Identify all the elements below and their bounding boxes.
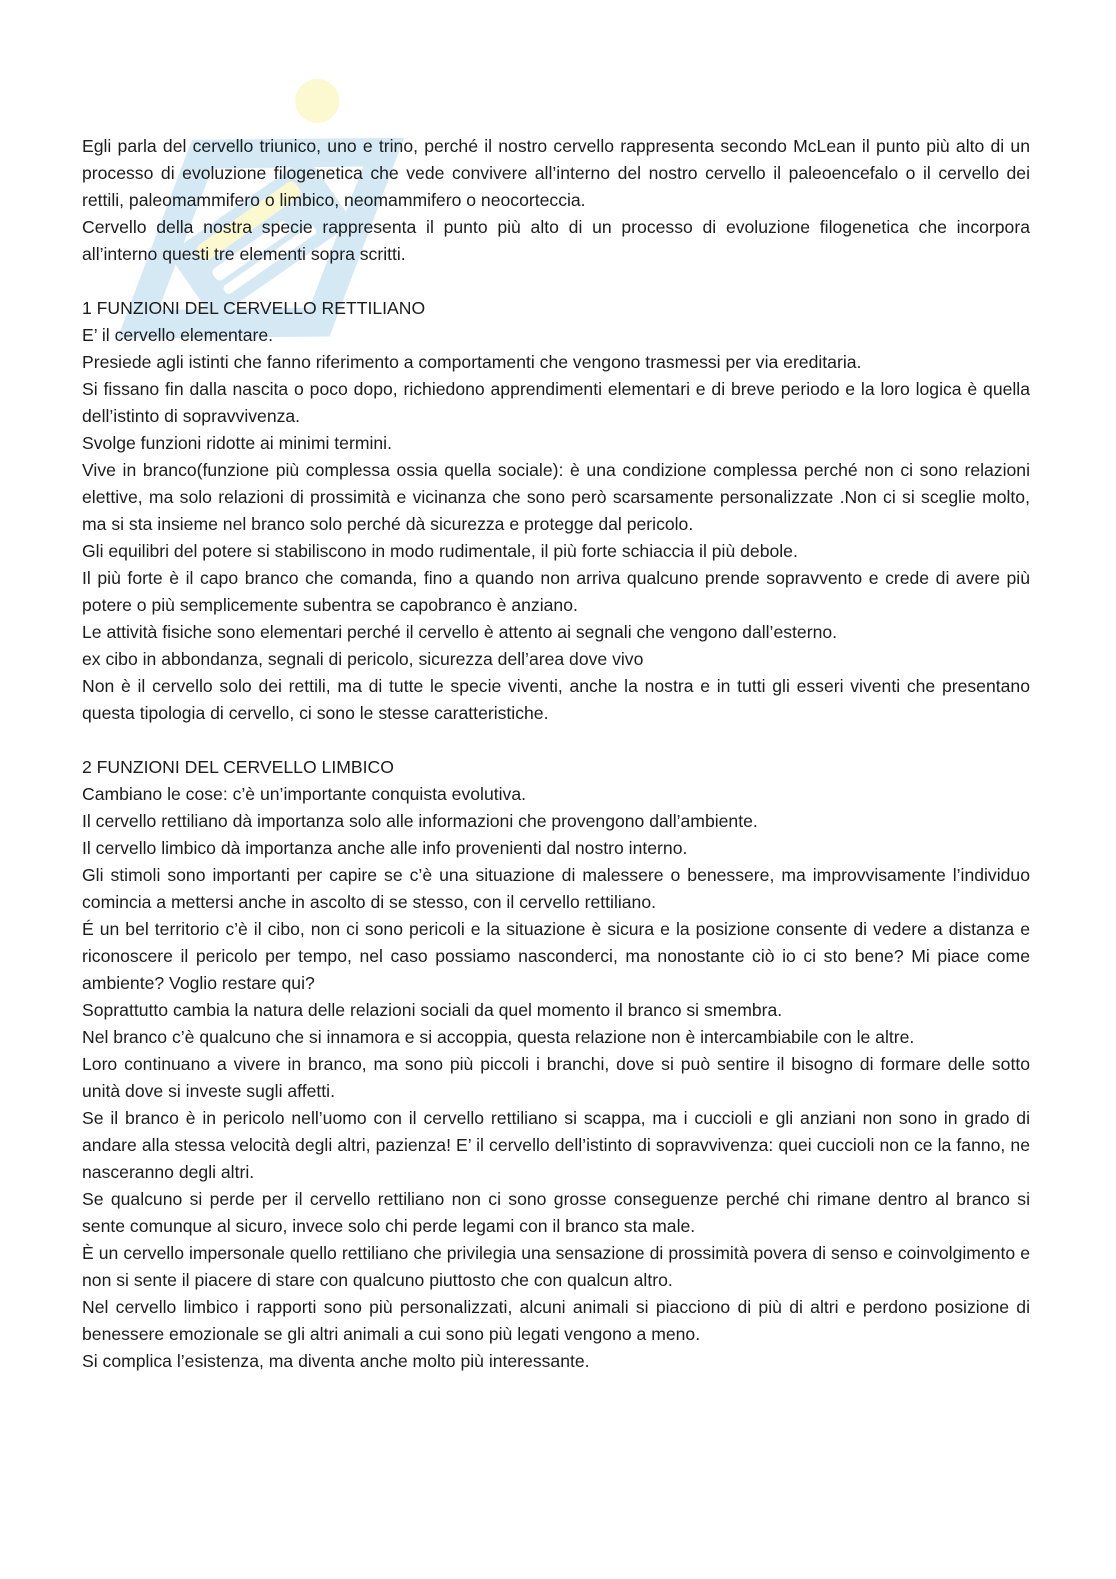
section-2-paragraph: Se il branco è in pericolo nell’uomo con il cervello rettiliano si scappa, ma i cuccioli e gli anziani non sono in grado di andare alla stessa velocità degli altri, pazienza! E’ il cervello dell’istinto di sopravvivenza: quei cuccioli non ce la fanno, ne nasceranno degli altri. xyxy=(82,1108,1030,1182)
section-2-paragraph: É un bel territorio c’è il cibo, non ci sono pericoli e la situazione è sicura e la posizione consente di vedere a distanza e riconoscere il pericolo per tempo, nel caso possiamo nasconderci, ma nonostante ciò io ci sto bene? Mi piace come ambiente? Voglio restare qui? xyxy=(82,919,1030,993)
section-1-paragraph: ex cibo in abbondanza, segnali di pericolo, sicurezza dell’area dove vivo xyxy=(82,649,644,669)
section-spacer xyxy=(82,268,1030,295)
intro-paragraph-2: Cervello della nostra specie rappresenta il punto più alto di un processo di evoluzione filogenetica che incorpora all’interno questi tre elementi sopra scritti. xyxy=(82,217,1030,264)
section-2-heading: 2 FUNZIONI DEL CERVELLO LIMBICO xyxy=(82,757,394,777)
section-2-paragraph: È un cervello impersonale quello rettiliano che privilegia una sensazione di prossimità povera di senso e coinvolgimento e non si sente il piacere di stare con qualcuno piuttosto che con qualcun altro. xyxy=(82,1243,1030,1290)
section-1-paragraph: Le attività fisiche sono elementari perché il cervello è attento ai segnali che vengono dall’esterno. xyxy=(82,622,838,642)
section-1-heading: 1 FUNZIONI DEL CERVELLO RETTILIANO xyxy=(82,298,426,318)
section-2-paragraph: Nel cervello limbico i rapporti sono più personalizzati, alcuni animali si piacciono di più di altri e perdono posizione di benessere emozionale se gli altri animali a cui sono più legati vengono a meno. xyxy=(82,1297,1030,1344)
intro-paragraph-1: Egli parla del cervello triunico, uno e trino, perché il nostro cervello rappresenta secondo McLean il punto più alto di un processo di evoluzione filogenetica che vede convivere all’interno del nostro cervello il paleoencefalo o il cervello dei rettili, paleomammifero o limbico, neomammifero o neocorteccia. xyxy=(82,136,1030,210)
section-2-paragraph: Se qualcuno si perde per il cervello rettiliano non ci sono grosse conseguenze perché chi rimane dentro al branco si sente comunque al sicuro, invece solo chi perde legami con il branco sta male. xyxy=(82,1189,1030,1236)
section-2-paragraph: Soprattutto cambia la natura delle relazioni sociali da quel momento il branco si smembra. xyxy=(82,1000,783,1020)
section-2-paragraph: Si complica l’esistenza, ma diventa anche molto più interessante. xyxy=(82,1351,590,1371)
section-2-paragraph: Il cervello rettiliano dà importanza solo alle informazioni che provengono dall’ambiente. xyxy=(82,811,758,831)
section-1-paragraph: Svolge funzioni ridotte ai minimi termini. xyxy=(82,433,392,453)
section-2-paragraph: Cambiano le cose: c’è un’importante conquista evolutiva. xyxy=(82,784,527,804)
section-1-paragraph: E’ il cervello elementare. xyxy=(82,325,274,345)
section-1-paragraph: Non è il cervello solo dei rettili, ma di tutte le specie viventi, anche la nostra e in tutti gli esseri viventi che presentano questa tipologia di cervello, ci sono le stesse caratteristiche. xyxy=(82,676,1030,723)
section-2-paragraph: Nel branco c’è qualcuno che si innamora e si accoppia, questa relazione non è intercambiabile con le altre. xyxy=(82,1027,915,1047)
document-body xyxy=(82,133,1030,1375)
section-1-paragraph: Il più forte è il capo branco che comanda, fino a quando non arriva qualcuno prende sopravvento e crede di avere più potere o più semplicemente subentra se capobranco è anziano. xyxy=(82,568,1030,615)
section-2-paragraph: Il cervello limbico dà importanza anche alle info provenienti dal nostro interno. xyxy=(82,838,688,858)
section-1-paragraph: Presiede agli istinti che fanno riferimento a comportamenti che vengono trasmessi per via ereditaria. xyxy=(82,352,862,372)
section-spacer xyxy=(82,727,1030,754)
section-2-paragraph: Gli stimoli sono importanti per capire se c’è una situazione di malessere o benessere, ma improvvisamente l’individuo comincia a mettersi anche in ascolto di se stesso, con il cervello rettiliano. xyxy=(82,865,1030,912)
section-1-paragraph: Si fissano fin dalla nascita o poco dopo, richiedono apprendimenti elementari e di breve periodo e la loro logica è quella dell’istinto di sopravvivenza. xyxy=(82,379,1030,426)
section-1-paragraph: Gli equilibri del potere si stabiliscono in modo rudimentale, il più forte schiaccia il più debole. xyxy=(82,541,798,561)
section-1-paragraph: Vive in branco(funzione più complessa ossia quella sociale): è una condizione complessa perché non ci sono relazioni elettive, ma solo relazioni di prossimità e vicinanza che sono però scarsamente personalizzate .Non ci si sceglie molto, ma si sta insieme nel branco solo perché dà sicurezza e protegge dal pericolo. xyxy=(82,460,1030,534)
section-2-paragraph: Loro continuano a vivere in branco, ma sono più piccoli i branchi, dove si può sentire il bisogno di formare delle sotto unità dove si investe sugli affetti. xyxy=(82,1054,1030,1101)
